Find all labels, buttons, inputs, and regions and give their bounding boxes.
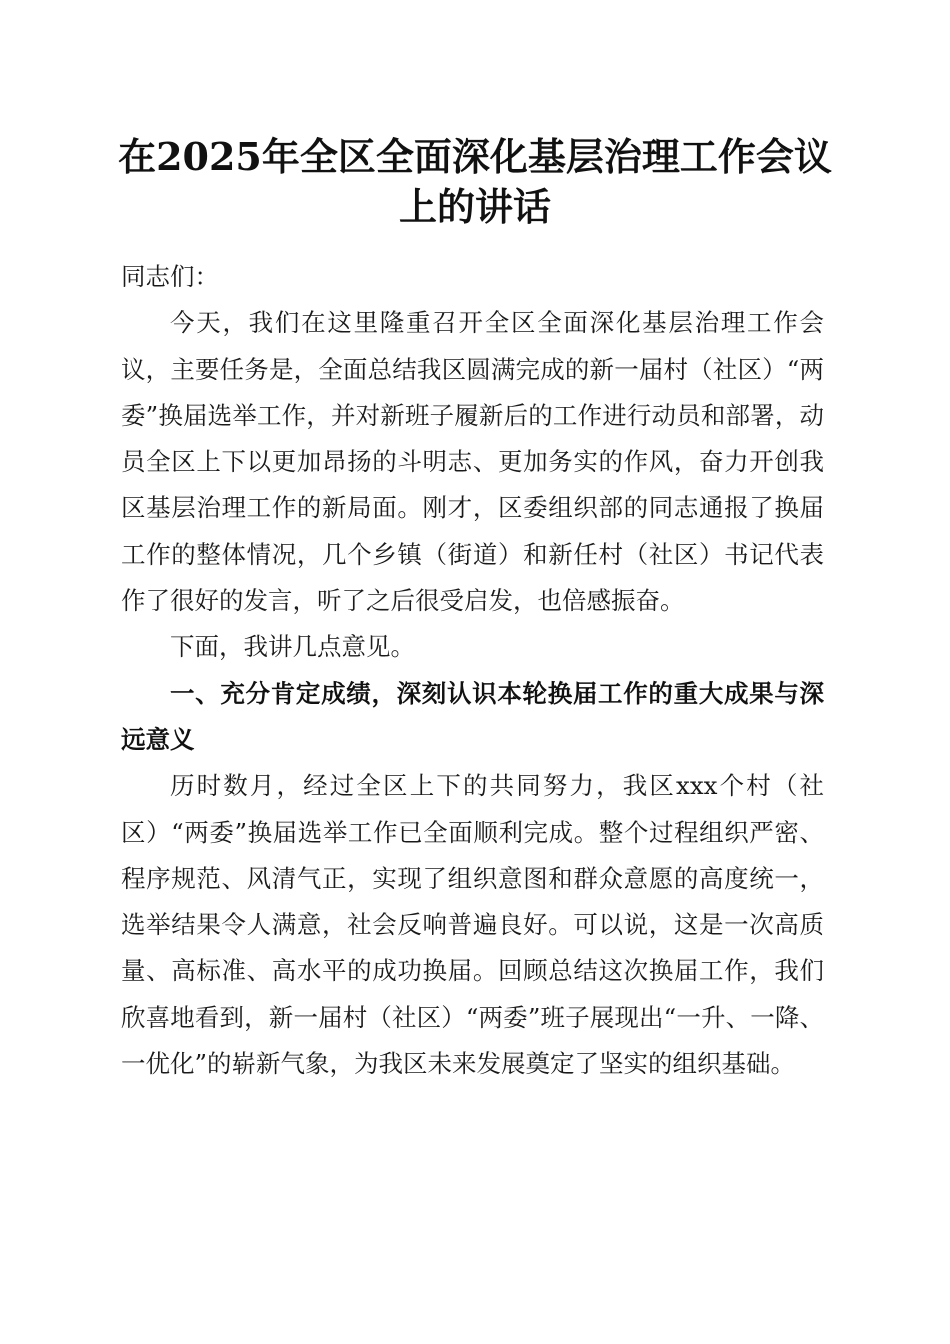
salutation: 同志们： [121,262,219,291]
paragraph-opening: 今天，我们在这里隆重召开全区全面深化基层治理工作会议，主要任务是，全面总结我区圆满完成的新一届村（社区）“两委”换届选举工作，并对新班子履新后的工作进行动员和部署，动员全区上下以更加昂扬的斗明志、更加务实的作风，奋力开创我区基层治理工作的新局面。刚才，区委组织部的同志通报了换届工作的整体情况，几个乡镇（街道）和新任村（社区）书记代表作了很好的发言，听了之后很受启发，也倍感振奋。 [121,308,824,616]
paragraph-transition: 下面，我讲几点意见。 [170,632,415,662]
section-heading-1: 一、充分肯定成绩，深刻认识本轮换届工作的重大成果与深远意义 [121,678,824,754]
document-title: 在2025年全区全面深化基层治理工作会议上的讲话 [118,134,832,229]
paragraph-section-1: 历时数月，经过全区上下的共同努力，我区xxx个村（社区）“两委”换届选举工作已全面顺利完成。整个过程组织严密、程序规范、风清气正，实现了组织意图和群众意愿的高度统一，选举结果令人满意，社会反响普遍良好。可以说，这是一次高质量、高标准、高水平的成功换届。回顾总结这次换届工作，我们欣喜地看到，新一届村（社区）“两委”班子展现出“一升、一降、一优化”的崭新气象，为我区未来发展奠定了坚实的组织基础。 [121,771,824,1079]
document-body [121,254,824,1087]
